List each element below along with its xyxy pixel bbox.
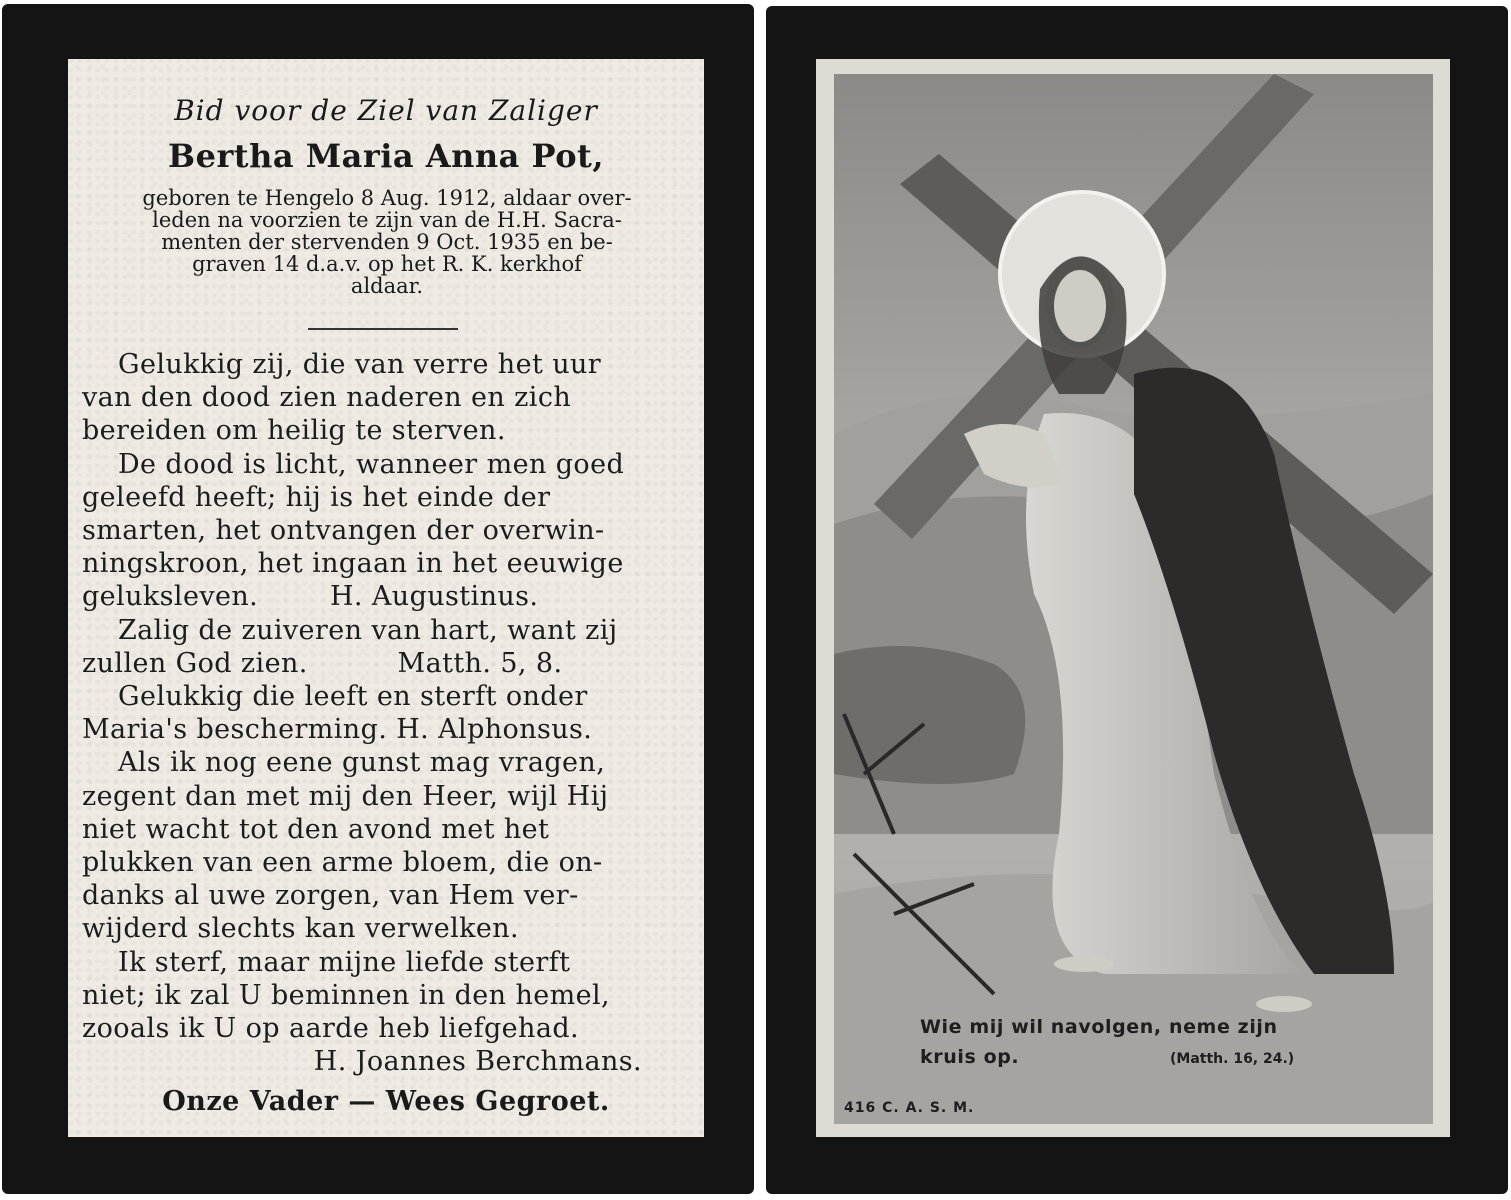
devotional-illustration (834, 74, 1433, 1124)
text-line-attribution: H. Joannes Berchmans. (313, 1046, 642, 1078)
text-line: ningskroon, het ingaan in het eeuwige (82, 548, 624, 580)
text-line: Zalig de zuiveren van hart, want zij (118, 614, 618, 646)
text-line: van den dood zien naderen en zich (82, 382, 572, 414)
christ-carrying-cross-image (834, 74, 1433, 1124)
text-line: Als ik nog eene gunst mag vragen, (118, 747, 606, 779)
prayer-intro: Bid voor de Ziel van Zaliger (174, 94, 598, 127)
text-line: Gelukkig zij, die van verre het uur (118, 349, 602, 380)
closing-prayers: Onze Vader — Wees Gegroet. (162, 1086, 610, 1117)
text-line: wijderd slechts kan verwelken. (82, 913, 520, 945)
divider-rule (308, 328, 458, 330)
text-line: smarten, het ontvangen der overwin- (82, 515, 605, 547)
bio-line: aldaar. (350, 274, 424, 298)
text-line: geluksleven. H. Augustinus. (82, 581, 539, 613)
biography (76, 187, 698, 297)
text-line: zullen God zien. Matth. 5, 8. (82, 647, 563, 679)
memorial-card-image-side (766, 6, 1508, 1194)
bio-line: geboren te Hengelo 8 Aug. 1912, aldaar over- (142, 186, 632, 210)
memorial-card-text-side (2, 4, 754, 1194)
text-line: Gelukkig die leeft en sterft onder (118, 681, 588, 713)
text-line: geleefd heeft; hij is het einde der (82, 481, 551, 513)
bio-line: graven 14 d.a.v. op het R. K. kerkhof (192, 252, 582, 276)
quote-line: kruis op. (920, 1046, 1020, 1068)
text-line: bereiden om heilig te sterven. (82, 415, 506, 447)
text-line: danks al uwe zorgen, van Hem ver- (82, 880, 579, 912)
text-panel (68, 59, 704, 1137)
bio-line: leden na voorzien te zijn van de H.H. Sacra- (152, 208, 622, 232)
text-line: plukken van een arme bloem, die on- (82, 847, 603, 879)
picture-frame (816, 59, 1450, 1137)
deceased-name: Bertha Maria Anna Pot, (168, 137, 604, 175)
printer-mark: 416 C. A. S. M. (844, 1100, 975, 1116)
text-line: niet; ik zal U beminnen in den hemel, (82, 979, 611, 1011)
text-line: De dood is licht, wanneer men goed (118, 448, 625, 480)
text-line: Maria's bescherming. H. Alphonsus. (82, 714, 593, 746)
text-line: Ik sterf, maar mijne liefde sterft (118, 946, 571, 978)
scripture-reference: (Matth. 16, 24.) (1170, 1051, 1295, 1067)
devotional-text (82, 348, 688, 1078)
quote-line: Wie mij wil navolgen, neme zijn (920, 1016, 1278, 1038)
text-line: niet wacht tot den avond met het (82, 813, 550, 845)
text-line: zooals ik U op aarde heb liefgehad. (82, 1013, 579, 1045)
bio-line: menten der stervenden 9 Oct. 1935 en be- (161, 230, 613, 254)
text-line: zegent dan met mij den Heer, wijl Hij (82, 780, 609, 812)
